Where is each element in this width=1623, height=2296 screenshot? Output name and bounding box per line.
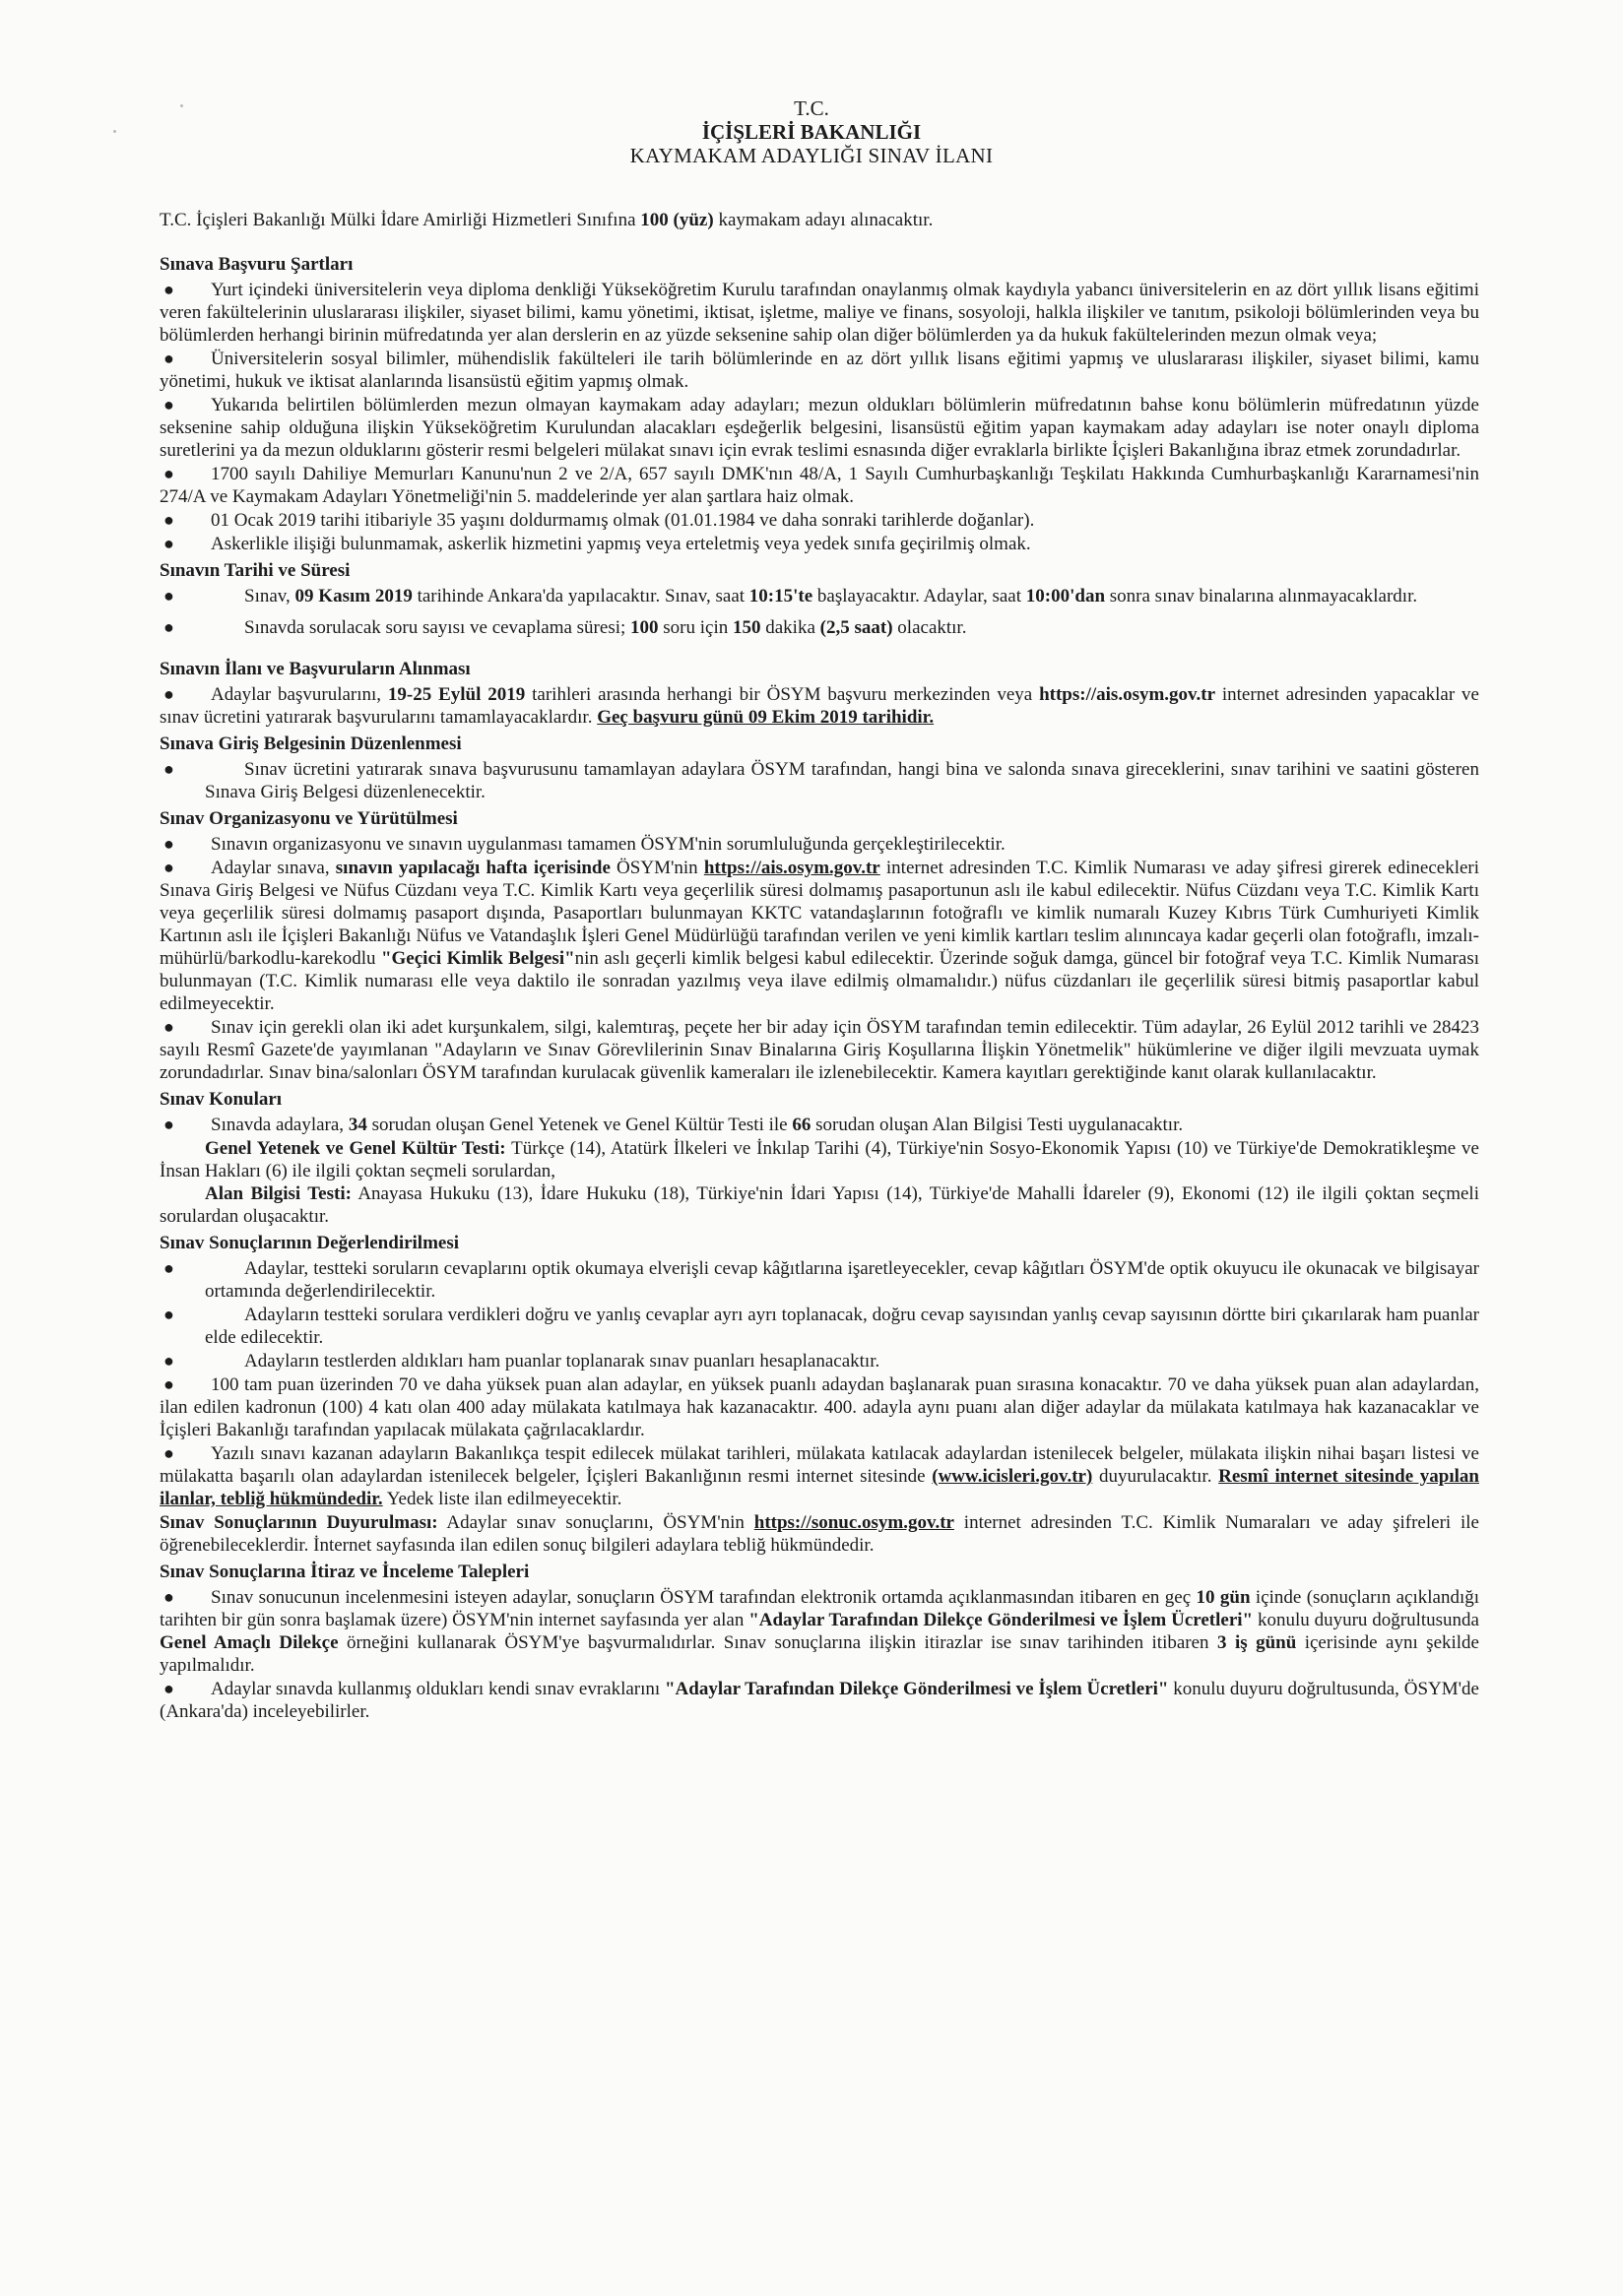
- bullet-icon: ●: [163, 1017, 174, 1037]
- bullet-icon: ●: [163, 617, 174, 637]
- list-item: ● Yazılı sınavı kazanan adayların Bakanlıkça tespit edilecek mülakat tarihleri, mülakata katılacak adaylardan istenilecek belgeler, mülakata ilişkin nihai başarı listesi ve mülakatta başarılı olan adaylardan istenilecek belgeler, İçişleri Bakanlığının resmi internet sitesinde (www.icisleri.gov.tr) duyurulacaktır. Resmî internet sitesinde yapılan ilanlar, tebliğ hükmündedir. Yedek liste ilan edilmeyecektir.: [160, 1443, 1479, 1509]
- bullet-icon: ●: [163, 1374, 174, 1394]
- bullet-icon: ●: [163, 684, 174, 704]
- list-item: ● Sınav sonucunun incelenmesini isteyen adaylar, sonuçların ÖSYM tarafından elektronik ortamda açıklanmasından itibaren en geç 10 gün içinde (sonuçların açıklandığı tarihten bir gün sonra başlamak üzere) ÖSYM'nin internet sayfasında yer alan "Adaylar Tarafından Dilekçe Gönderilmesi ve İşlem Ücretleri" konulu duyuru doğrultusunda Genel Amaçlı Dilekçe örneğini kullanarak ÖSYM'ye başvurmalıdırlar. Sınav sonuçlarına ilişkin itirazlar ise sınav tarihinden itibaren 3 iş günü içerisinde aynı şekilde yapılmalıdır.: [160, 1587, 1480, 1676]
- bullet-icon: ●: [163, 1115, 174, 1134]
- bullet-icon: ●: [163, 464, 174, 483]
- general-test-description: Genel Yetenek ve Genel Kültür Testi: Türkçe (14), Atatürk İlkeleri ve İnkılap Tarihi (4), Türkiye'nin Sosyo-Ekonomik Yapısı (10) ve Türkiye'de Demokratikleşme ve İnsan Hakları (6) ile ilgili çoktan seçmeli sorulardan,: [160, 1138, 1479, 1181]
- sonuc-link[interactable]: https://sonuc.osym.gov.tr: [753, 1512, 954, 1533]
- official-site-note: Resmî internet sitesinde yapılan ilanlar, tebliğ hükmündedir.: [160, 1466, 1479, 1509]
- list-item: ● 01 Ocak 2019 tarihi itibariyle 35 yaşını doldurmamış olmak (01.01.1984 ve daha sonraki tarihlerde doğanlar).: [163, 510, 1035, 531]
- field-test-description: Alan Bilgisi Testi: Anayasa Hukuku (13), İdare Hukuku (18), Türkiye'nin İdari Yapısı (14), Türkiye'de Mahalli İdareler (9), Ekonomi (12) ile ilgili çoktan seçmeli sorulardan oluşacaktır.: [160, 1183, 1479, 1227]
- late-application-note: Geç başvuru günü 09 Ekim 2019 tarihidir.: [597, 707, 935, 728]
- list-item: ● 100 tam puan üzerinden 70 ve daha yüksek puan alan adaylar, en yüksek puanlı adaydan başlanarak puan sırasına konacaktır. 70 ve daha yüksek puan alan adaylardan, ilan edilen kadronun (100) 4 katı olan 400 aday mülakata katılmaya hak kazanacaktır. 400. adayla aynı puanı alan diğer adaylar da mülakata katılmaya hak kazanacaklar ve İçişleri Bakanlığı tarafından yapılacak mülakata çağrılacaklardır.: [160, 1374, 1479, 1440]
- list-item: ● Adaylar, testteki soruların cevaplarını optik okumaya elverişli cevap kâğıtlarına işaretleyecekler, cevap kâğıtları ÖSYM'de optik okuyucu ile okunacak ve bilgisayar ortamında değerlendirilecektir.: [163, 1258, 1479, 1302]
- ais-link[interactable]: https://ais.osym.gov.tr: [703, 858, 880, 878]
- list-item: ● Adaylar sınava, sınavın yapılacağı hafta içerisinde ÖSYM'nin https://ais.osym.gov.tr internet adresinden T.C. Kimlik Numarası ve aday şifresi girerek edinecekleri Sınava Giriş Belgesi ve Nüfus Cüzdanı veya T.C. Kimlik Kartı veya geçerlilik süresi dolmamış pasaportunun aslı ile kabul edilecektir. Nüfus Cüzdanı veya T.C. Kimlik Kartı veya geçerlilik süresi dolmamış pasaport dışında, Pasaportları bulunmayan KKTC vatandaşlarının fotoğraflı ve kimlik numaralı Kuzey Kıbrıs Türk Cumhuriyeti Kimlik Kartının aslı ile İçişleri Bakanlığı Nüfus ve Vatandaşlık İşleri Genel Müdürlüğü tarafından verilen ve yeni kimlik kartları teslim alınıncaya kadar geçerli olan fotoğraflı, imzalı-mühürlü/barkodlu-karekodlu "Geçici Kimlik Belgesi"nin aslı geçerli kimlik belgesi kabul edilecektir. Üzerinde soğuk damga, güncel bir fotoğraf veya T.C. Kimlik Numarası bulunmayan (T.C. Kimlik numarası elle veya daktilo ile sonradan yazılmış veya ilave edilmiş olmamalıdır.) nüfus cüzdanları ile geçerlilik süresi bitmiş pasaportlar kabul edilmeyecektir.: [160, 858, 1480, 1014]
- section-title-organization: Sınav Organizasyonu ve Yürütülmesi: [160, 808, 458, 829]
- list-item: ● Adayların testlerden aldıkları ham puanlar toplanarak sınav puanları hesaplanacaktır.: [163, 1351, 880, 1371]
- list-item: ● Sınav için gerekli olan iki adet kurşunkalem, silgi, kalemtıraş, peçete her bir aday için ÖSYM tarafından temin edilecektir. Tüm adaylar, 26 Eylül 2012 tarihli ve 28423 sayılı Resmî Gazete'de yayımlanan "Adayların ve Sınav Görevlilerinin Sınav Binalarına Giriş Koşullarına İlişkin Yönetmelik" hükümlerine ve diğer ilgili mevzuata uymak zorundadırlar. Sınav bina/salonları ÖSYM tarafından kurulacak güvenlik kameraları ile izlenebilecektir. Kamera kayıtları gerektiğinde kanıt olarak kullanılacaktır.: [160, 1017, 1479, 1083]
- section-title-exam-date: Sınavın Tarihi ve Süresi: [160, 560, 351, 581]
- bullet-icon: ●: [163, 1351, 174, 1371]
- bullet-icon: ●: [163, 1443, 174, 1463]
- list-item: ● 1700 sayılı Dahiliye Memurları Kanunu'nun 2 ve 2/A, 657 sayılı DMK'nın 48/A, 1 Sayılı Cumhurbaşkanlığı Teşkilatı Hakkında Cumhurbaşkanlığı Kararnamesi'nin 274/A ve Kaymakam Adayları Yönetmeliği'nin 5. maddelerinde yer alan şartlara haiz olmak.: [160, 464, 1479, 507]
- list-item: ● Yurt içindeki üniversitelerin veya diploma denkliği Yükseköğretim Kurulu tarafından onaylanmış olmak kaydıyla yabancı üniversitelerin en az dört yıllık lisans eğitimi veren fakültelerinin uluslararası ilişkiler, siyaset bilimi, kamu yönetimi, iktisat, işletme, maliye ve finans, sosyoloji, halkla ilişkiler ve tanıtım, psikoloji bölümlerinden veya bu bölümlerden herhangi birinin müfredatında yer alan derslerin en az yüzde seksenine sahip olan diğer bölümlerden ya da hukuk fakültelerinden mezun olmak veya;: [160, 280, 1479, 346]
- list-item: ● Sınavda adaylara, 34 sorudan oluşan Genel Yetenek ve Genel Kültür Testi ile 66 sorudan oluşan Alan Bilgisi Testi uygulanacaktır.: [163, 1115, 1184, 1135]
- header-title: KAYMAKAM ADAYLIĞI SINAV İLANI: [629, 144, 994, 167]
- section-title-application-requirements: Sınava Başvuru Şartları: [160, 254, 354, 275]
- section-title-exam-topics: Sınav Konuları: [160, 1089, 283, 1110]
- bullet-icon: ●: [163, 1679, 174, 1698]
- results-announcement-paragraph: Sınav Sonuçlarının Duyurulması: Adaylar sınav sonuçlarını, ÖSYM'nin https://sonuc.osym.gov.tr internet adresinden T.C. Kimlik Numaraları ve aday şifreleri ile öğrenebileceklerdir. İnternet sayfasında ilan edilen sonuç bilgileri adaylara tebliğ hükmündedir.: [160, 1512, 1479, 1556]
- section-title-evaluation: Sınav Sonuçlarının Değerlendirilmesi: [160, 1233, 460, 1253]
- list-item: ● Adayların testteki sorulara verdikleri doğru ve yanlış cevaplar ayrı ayrı toplanacak, doğru cevap sayısından yanlış cevap sayısının dörtte biri çıkarılarak ham puanlar elde edilecektir.: [163, 1305, 1479, 1348]
- bullet-icon: ●: [163, 534, 174, 553]
- bullet-icon: ●: [163, 349, 174, 368]
- bullet-icon: ●: [163, 858, 174, 877]
- bullet-icon: ●: [163, 1258, 174, 1278]
- document-header: [0, 96, 1623, 167]
- list-item: ● Yukarıda belirtilen bölümlerden mezun olmayan kaymakam aday adayları; mezun oldukları bölümlerin müfredatının bahse konu bölümlerin müfredatının yüzde seksenine sahip olduğuna ilişkin Yükseköğretim Kurulundan alacakları eşdeğerlik belgesini, lisansüstü eğitim yapan kaymakam aday adayları ise noter onaylı diploma suretlerini ya da mezun olduklarını gösterir resmi belgeleri mülakat sınavı için evrak teslimi esnasında diğer evraklarla birlikte İçişleri Bakanlığına ibraz etmek zorundadırlar.: [160, 395, 1479, 461]
- list-item: ● Üniversitelerin sosyal bilimler, mühendislik fakülteleri ile tarih bölümlerinde en az dört yıllık lisans eğitimi yapmış ve uluslararası ilişkiler, siyaset bilimi, kamu yönetimi, hukuk ve iktisat alanlarında lisansüstü eğitim yapmış olmak.: [160, 349, 1479, 392]
- list-item: ● Sınavın organizasyonu ve sınavın uygulanması tamamen ÖSYM'nin sorumluluğunda gerçekleştirilecektir.: [163, 834, 1006, 855]
- bullet-icon: ●: [163, 1587, 174, 1607]
- list-item: ● Sınavda sorulacak soru sayısı ve cevaplama süresi; 100 soru için 150 dakika (2,5 saat) olacaktır.: [163, 617, 967, 638]
- bullet-icon: ●: [163, 586, 174, 606]
- list-item: ● Adaylar sınavda kullanmış oldukları kendi sınav evraklarını "Adaylar Tarafından Dilekçe Gönderilmesi ve İşlem Ücretleri" konulu duyuru doğrultusunda, ÖSYM'de (Ankara'da) inceleyebilirler.: [160, 1679, 1479, 1722]
- header-tc: T.C.: [794, 96, 829, 120]
- section-title-results-announcement: Sınav Sonuçlarının Duyurulması:: [160, 1512, 438, 1533]
- bullet-icon: ●: [163, 834, 174, 854]
- bullet-icon: ●: [163, 280, 174, 299]
- bullet-icon: ●: [163, 395, 174, 415]
- ais-link[interactable]: https://ais.osym.gov.tr: [1039, 684, 1216, 705]
- list-item: ● Sınav, 09 Kasım 2019 tarihinde Ankara'da yapılacaktır. Sınav, saat 10:15'te başlayacaktır. Adaylar, saat 10:00'dan sonra sınav binalarına alınmayacaklardır.: [163, 586, 1418, 606]
- icisleri-link[interactable]: (www.icisleri.gov.tr): [932, 1466, 1093, 1487]
- bullet-icon: ●: [163, 1305, 174, 1324]
- list-item: ● Sınav ücretini yatırarak sınava başvurusunu tamamlayan adaylara ÖSYM tarafından, hangi bina ve salonda sınava gireceklerini, sınav tarihini ve saatini gösteren Sınava Giriş Belgesi düzenlenecektir.: [163, 759, 1479, 802]
- document-body: [160, 209, 1479, 1724]
- list-item: ● Adaylar başvurularını, 19-25 Eylül 2019 tarihleri arasında herhangi bir ÖSYM başvuru merkezinden veya https://ais.osym.gov.tr internet adresinden yapacaklar ve sınav ücretini yatırarak başvurularını tamamlayacaklardır. Geç başvuru günü 09 Ekim 2019 tarihidir.: [160, 684, 1479, 728]
- intro-paragraph: T.C. İçişleri Bakanlığı Mülki İdare Amirliği Hizmetleri Sınıfına 100 (yüz) kaymakam adayı alınacaktır.: [160, 210, 934, 230]
- bullet-icon: ●: [163, 759, 174, 779]
- list-item: ● Askerlikle ilişiği bulunmamak, askerlik hizmetini yapmış veya erteletmiş veya yedek sınıfa geçirilmiş olmak.: [163, 534, 1031, 554]
- header-ministry: İÇİŞLERİ BAKANLIĞI: [701, 120, 922, 144]
- section-title-announcement: Sınavın İlanı ve Başvuruların Alınması: [160, 659, 471, 679]
- section-title-entry-document: Sınava Giriş Belgesinin Düzenlenmesi: [160, 733, 462, 754]
- bullet-icon: ●: [163, 510, 174, 530]
- section-title-objections: Sınav Sonuçlarına İtiraz ve İnceleme Talepleri: [160, 1562, 530, 1582]
